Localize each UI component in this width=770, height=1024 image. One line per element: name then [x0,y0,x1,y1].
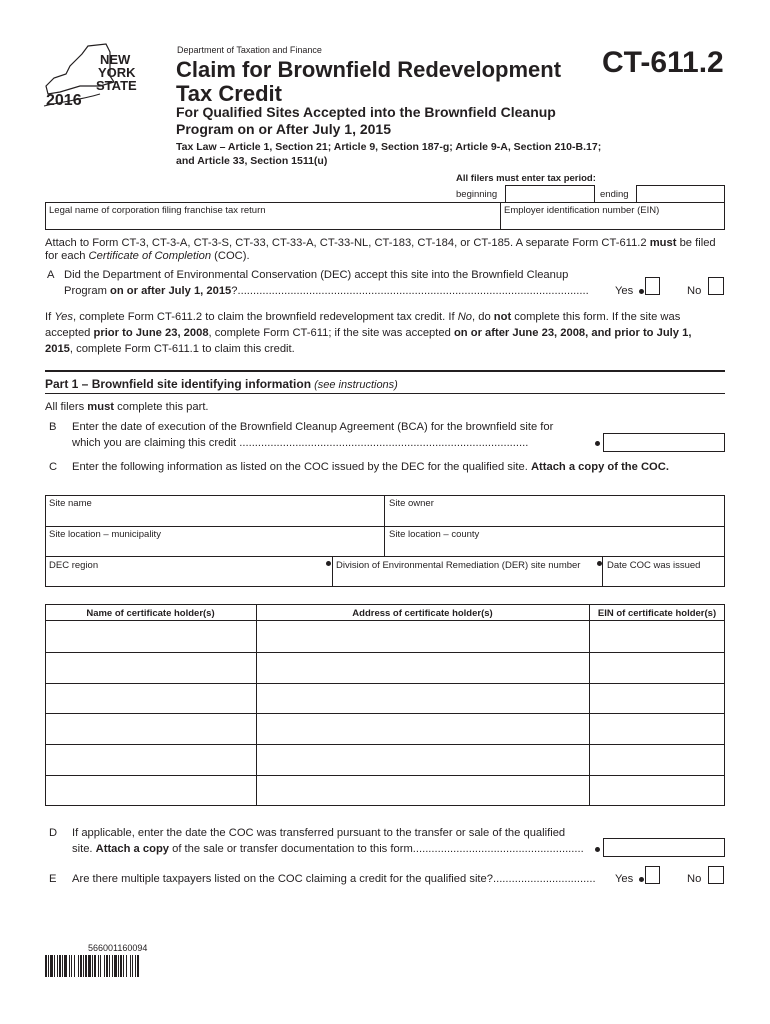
question-d-line2: site. Attach a copy of the sale or transfer documentation to this form....................................................... [72,843,584,855]
holders-col-header-address: Address of certificate holder(s) [352,608,493,619]
holder-name-cell[interactable] [46,684,255,713]
question-a-letter: A [47,269,55,281]
part1-intro: All filers must complete this part. [45,401,209,413]
corporation-name-field[interactable] [46,203,501,229]
holder-name-cell[interactable] [46,745,255,774]
tax-law-line2: and Article 33, Section 1511(u) [176,155,328,167]
question-e-no-label: No [687,873,702,885]
tax-law-line1: Tax Law – Article 1, Section 21; Article 9, Section 187-g; Article 9-A, Section 210-B.17; [176,141,602,153]
question-e-no-checkbox[interactable] [708,866,724,884]
question-a-yes-label: Yes [615,285,634,297]
attach-note-line1: Attach to Form CT-3, CT-3-A, CT-3-S, CT-33, CT-33-A, CT-33-NL, CT-183, CT-184, or CT-185. A separate Form CT-611.2 must be filed [45,237,716,249]
state-word-state: STATE [96,78,137,93]
question-c-letter: C [49,461,58,473]
site-municipality-label: Site location – municipality [49,529,161,540]
holder-ein-cell[interactable] [590,745,724,774]
filer-info-box [45,202,725,230]
holder-ein-cell[interactable] [590,684,724,713]
form-title-line1: Claim for Brownfield Redevelopment [176,57,562,82]
bullet-icon [595,441,600,446]
question-a-line2: Program on or after July 1, 2015?................................................................................................................. [64,285,589,297]
date-coc-issued-label: Date COC was issued [607,560,701,571]
holder-name-cell[interactable] [46,653,255,682]
question-c-text: Enter the following information as listed on the COC issued by the DEC for the qualified site. Attach a copy of the COC. [72,461,669,473]
barcode-icon [45,955,195,977]
holder-name-cell[interactable] [46,776,255,805]
question-b-letter: B [49,421,57,433]
question-b-line1: Enter the date of execution of the Brownfield Cleanup Agreement (BCA) for the brownfield site for [72,421,554,433]
instruction-line2: accepted prior to June 23, 2008, complete Form CT-611; if the site was accepted on or after June 23, 2008, and prior to July 1, [45,327,692,339]
question-a-yes-checkbox[interactable] [645,277,660,295]
form-subtitle-line1: For Qualified Sites Accepted into the Brownfield Cleanup [176,104,556,120]
holder-address-cell[interactable] [257,714,588,743]
instruction-line1: If Yes, complete Form CT-611.2 to claim the brownfield redevelopment tax credit. If No, do not complete this form. If the site was [45,311,681,323]
holder-address-cell[interactable] [257,653,588,682]
part1-rule-top [45,370,725,372]
site-county-label: Site location – county [389,529,480,540]
question-d-date-field[interactable] [603,838,725,857]
ein-label: Employer identification number (EIN) [504,205,660,216]
bullet-icon [595,847,600,852]
question-e-text: Are there multiple taxpayers listed on the COC claiming a credit for the qualified site?................................. [72,873,596,885]
tax-period-ending-label: ending [600,189,629,200]
question-a-line1: Did the Department of Environmental Conservation (DEC) accept this site into the Brownfield Cleanup [64,269,569,281]
question-e-letter: E [49,873,57,885]
department-name: Department of Taxation and Finance [177,45,322,55]
state-word-york: YORK [98,65,136,80]
barcode-number: 566001160094 [88,943,148,953]
bullet-icon [326,561,331,566]
holder-ein-cell[interactable] [590,653,724,682]
form-subtitle-line2: Program on or After July 1, 2015 [176,121,391,137]
holder-name-cell[interactable] [46,622,255,651]
question-b-date-field[interactable] [603,433,725,452]
bullet-icon [639,289,644,294]
question-a-no-label: No [687,285,702,297]
holders-col-header-name: Name of certificate holder(s) [86,608,215,619]
holder-address-cell[interactable] [257,776,588,805]
site-name-field[interactable] [46,496,383,525]
part1-rule-bottom [45,393,725,394]
holders-col-header-ein: EIN of certificate holder(s) [597,608,717,619]
holder-name-cell[interactable] [46,714,255,743]
site-owner-field[interactable] [385,496,724,525]
form-number: CT-611.2 [602,46,724,79]
part1-heading: Part 1 – Brownfield site identifying information (see instructions) [45,377,398,391]
ein-field[interactable] [501,203,724,229]
tax-period-heading: All filers must enter tax period: [456,173,596,184]
holder-ein-cell[interactable] [590,776,724,805]
bullet-icon [639,877,644,882]
tax-period-beginning-label: beginning [456,189,498,200]
question-d-line1: If applicable, enter the date the COC was transferred pursuant to the transfer or sale of the qualified [72,827,566,839]
question-b-line2: which you are claiming this credit ............................................................................................. [72,437,529,449]
question-a-no-checkbox[interactable] [708,277,724,295]
question-e-yes-checkbox[interactable] [645,866,660,884]
holder-address-cell[interactable] [257,622,588,651]
holder-ein-cell[interactable] [590,714,724,743]
holder-address-cell[interactable] [257,745,588,774]
instruction-line3: 2015, complete Form CT-611.1 to claim this credit. [45,343,295,355]
form-year: 2016 [46,92,82,109]
der-site-number-label: Division of Environmental Remediation (DER) site number [336,560,581,571]
nys-logo [40,42,160,112]
site-name-label: Site name [49,498,92,509]
state-word-new: NEW [100,52,131,67]
dec-region-label: DEC region [49,560,99,571]
holders-header-divider [45,620,725,621]
holder-address-cell[interactable] [257,684,588,713]
form-title-line2: Tax Credit [176,81,282,106]
site-owner-label: Site owner [389,498,434,509]
holder-ein-cell[interactable] [590,622,724,651]
corporation-name-label: Legal name of corporation filing franchise tax return [49,205,266,216]
bullet-icon [597,561,602,566]
question-d-letter: D [49,827,58,839]
attach-note-line2: for each Certificate of Completion (COC). [45,250,250,262]
question-e-yes-label: Yes [615,873,634,885]
